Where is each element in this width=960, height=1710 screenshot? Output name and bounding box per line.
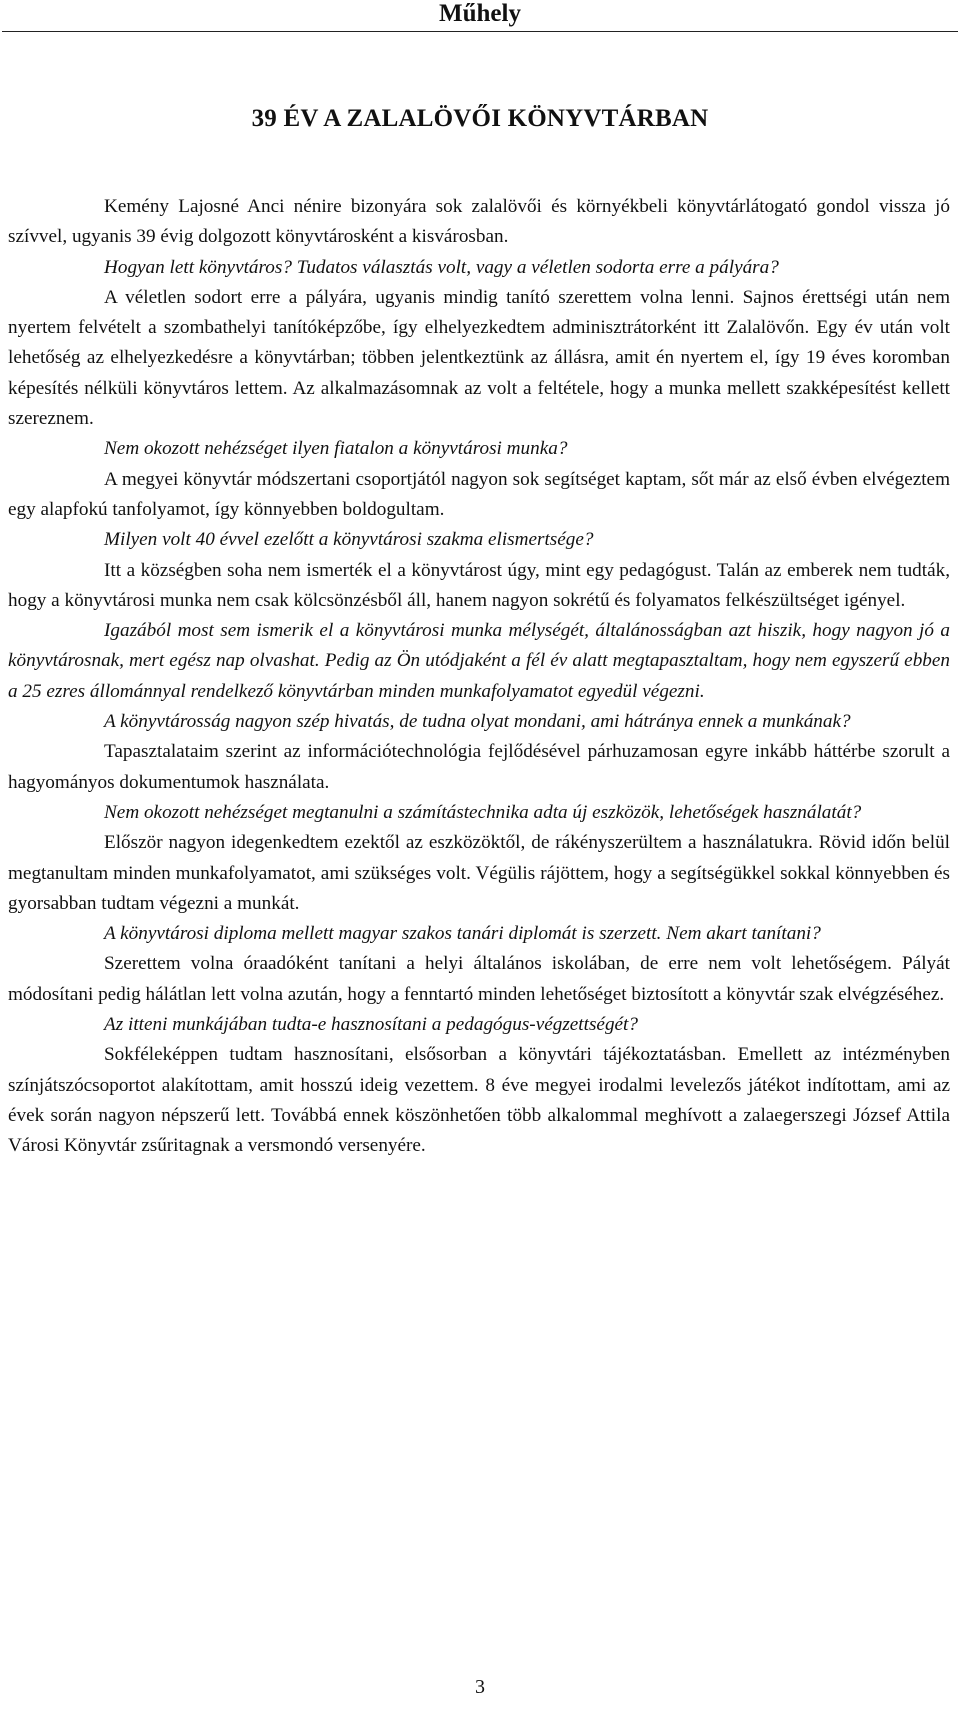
header-divider xyxy=(2,31,958,32)
intro-paragraph: Kemény Lajosné Anci nénire bizonyára sok zalalövői és környékbeli könyvtárlátogató gondol vissza jó szívvel, ugyanis 39 évig dolgozott könyvtárosként a kisvárosban. xyxy=(8,196,950,248)
question-8: Az itteni munkájában tudta-e hasznosítani a pedagógus-végzettségét? xyxy=(104,1014,638,1036)
article-body xyxy=(8,192,950,1162)
answer-2: A megyei könyvtár módszertani csoportjától nagyon sok segítséget kaptam, sőt már az első évben elvégeztem egy alapfokú tanfolyamot, így könnyebben boldogultam. xyxy=(8,468,950,520)
answer-6: Először nagyon idegenkedtem ezektől az eszközöktől, de rákényszerültem a használatukra. Rövid időn belül megtanultam minden munkafolyamatot, ami szükséges volt. Végülis rájöttem, hogy a segítségükkel sokkal könnyebben és gyorsabban tudtam végezni a munkát. xyxy=(8,832,950,914)
answer-8: Sokféleképpen tudtam hasznosítani, elsősorban a könyvtári tájékoztatásban. Emellett az intézményben színjátszócsoportot alakítottam, amit hosszú ideig vezettem. 8 éve megyei irodalmi levelezős játékot indítottam, ami az évek során nagyon népszerű lett. Továbbá ennek köszönhetően több alkalommal meghívott a zalaegerszegi József Attila Városi Könyvtár zsűritagnak a versmondó versenyére. xyxy=(8,1044,950,1157)
question-4-continued: Pedig az Ön utódjaként a fél év alatt megtapasztaltam, hogy nem egyszerű ebben a 25 ezres állománnyal rendelkező könyvtárban minden munkafolyamatot egyedül végezni. xyxy=(8,650,950,702)
answer-3: Itt a községben soha nem ismerték el a könyvtárost úgy, mint egy pedagógust. Talán az emberek nem tudták, hogy a könyvtárosi munka nem csak kölcsönzésből áll, hanem nagyon sokrétű és folyamatos felkészültséget igényel. xyxy=(8,559,950,611)
answer-5: Tapasztalataim szerint az információtechnológia fejlődésével párhuzamosan egyre inkább háttérbe szorult a hagyományos dokumentumok használata. xyxy=(8,741,950,793)
question-5: A könyvtárosság nagyon szép hivatás, de tudna olyat mondani, ami hátránya ennek a munkának? xyxy=(104,711,851,733)
question-2: Nem okozott nehézséget ilyen fiatalon a könyvtárosi munka? xyxy=(104,438,568,460)
question-7: A könyvtárosi diploma mellett magyar szakos tanári diplomát is szerzett. Nem akart tanítani? xyxy=(104,923,821,945)
question-6: Nem okozott nehézséget megtanulni a számítástechnika adta új eszközök, lehetőségek használatát? xyxy=(104,801,862,823)
answer-1: A véletlen sodort erre a pályára, ugyanis mindig tanító szerettem volna lenni. Sajnos érettségi után nem nyertem felvételt a szombathelyi tanítóképzőbe, így elhelyezkedtem adminisztrátorként itt Zalalövőn. Egy év után volt lehetőség az elhelyezkedésre a könyvtárban; többen jelentkeztünk az állásra, amit én nyertem el, így 19 éves koromban képesítés nélküli könyvtáros lettem. Az alkalmazásomnak az volt a feltétele, hogy a munka mellett szakképesítést kellett szereznem. xyxy=(8,286,950,430)
question-4 xyxy=(8,616,950,707)
section-header: Műhely xyxy=(439,0,521,27)
article-title: 39 ÉV A ZALALÖVŐI KÖNYVTÁRBAN xyxy=(251,105,709,132)
page-number: 3 xyxy=(475,1676,485,1698)
answer-7: Szerettem volna óraadóként tanítani a helyi általános iskolában, de erre nem volt lehetőségem. Pályát módosítani pedig hálátlan lett volna azután, hogy a fenntartó minden lehetőséget biztosított a könyvtár szak elvégzéséhez. xyxy=(8,953,950,1005)
question-4-italic: Igazából most sem ismerik el a könyvtárosi munka mélységét, általánosságban azt hiszik, hogy nagyon jó a könyvtárosnak, mert egész nap olvashat. xyxy=(8,620,950,672)
question-3: Milyen volt 40 évvel ezelőtt a könyvtárosi szakma elismertsége? xyxy=(104,529,594,551)
question-1: Hogyan lett könyvtáros? Tudatos választás volt, vagy a véletlen sodorta erre a pályára? xyxy=(104,256,779,278)
